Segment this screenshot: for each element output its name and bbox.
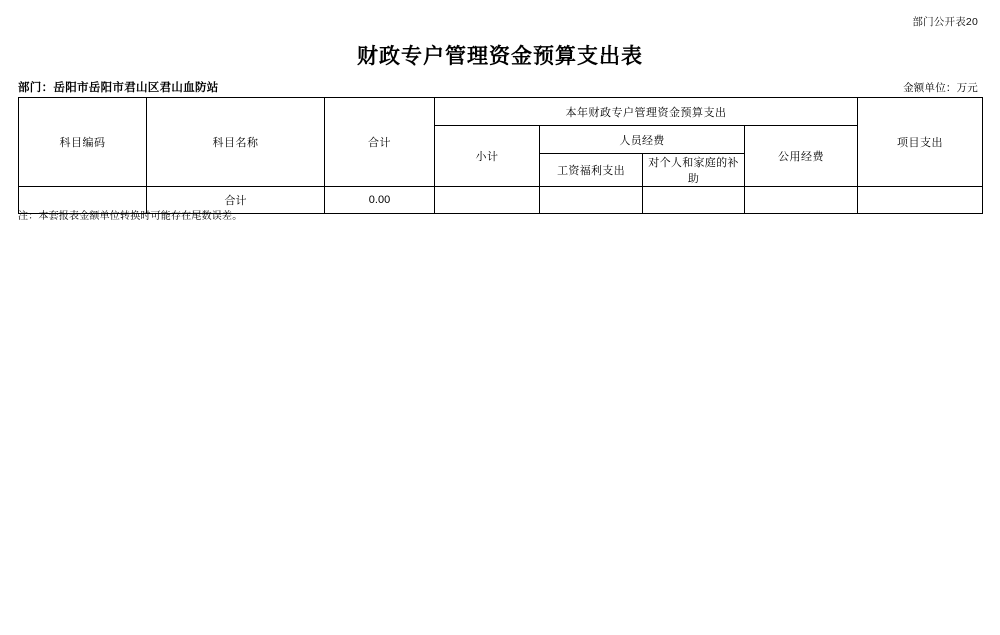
col-header-public-expense: 公用经费 [745, 126, 858, 187]
cell-public-expense [745, 187, 858, 214]
footer-note: 注：本套报表金额单位转换时可能存在尾数误差。 [18, 211, 243, 222]
cell-subtotal [435, 187, 540, 214]
col-header-total: 合计 [325, 98, 435, 187]
department-label: 部门： [18, 82, 54, 94]
page-title: 财政专户管理资金预算支出表 [357, 44, 643, 68]
cell-salary-welfare [540, 187, 643, 214]
col-header-subject-name: 科目名称 [147, 98, 325, 187]
col-header-project-expense: 项目支出 [858, 98, 983, 187]
budget-expenditure-table [18, 97, 983, 214]
cell-subsidy-individual-family [643, 187, 745, 214]
form-code-label: 部门公开表20 [912, 16, 978, 28]
col-header-salary-welfare: 工资福利支出 [540, 154, 643, 187]
cell-project-expense [858, 187, 983, 214]
department-name: 岳阳市岳阳市君山区君山血防站 [53, 82, 219, 94]
col-header-current-year-group: 本年财政专户管理资金预算支出 [435, 98, 858, 126]
col-header-subject-code: 科目编码 [19, 98, 147, 187]
department-line [18, 79, 219, 95]
col-header-subtotal: 小计 [435, 126, 540, 187]
col-header-personnel-expense: 人员经费 [540, 126, 745, 154]
col-header-subsidy-individual-family: 对个人和家庭的补助 [643, 154, 745, 187]
cell-subject-name: 合计 [147, 187, 325, 214]
cell-total: 0.00 [325, 187, 435, 214]
amount-unit-label: 金额单位：万元 [903, 82, 978, 94]
